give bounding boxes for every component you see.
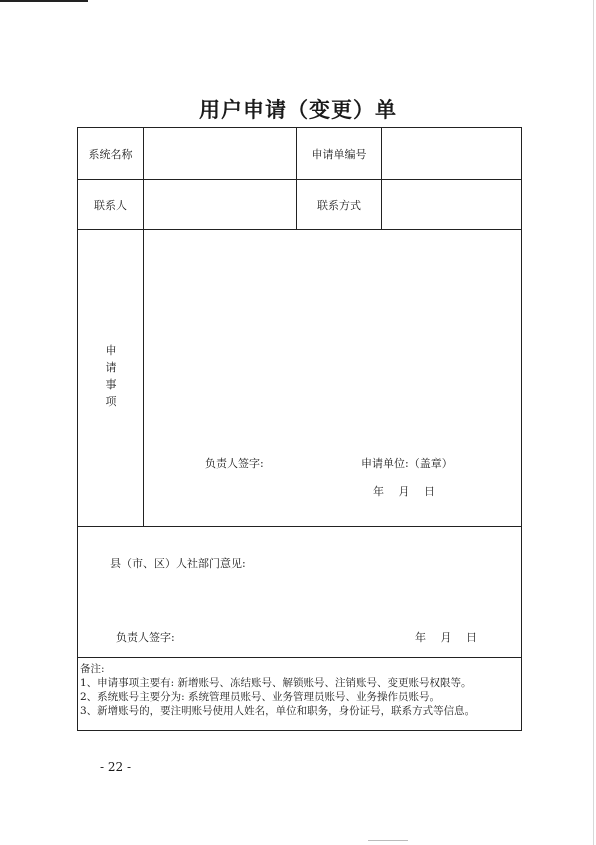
request-date-label: 年 月 日 [373,485,435,498]
request-signer-label: 负责人签字: [205,457,264,470]
request-matters-char: 请 [105,361,117,374]
request-matters-char: 项 [105,395,117,408]
system-name-field[interactable] [144,128,296,179]
request-no-field[interactable] [382,128,521,179]
county-date-label: 年 月 日 [415,631,477,644]
form-title: 用户申请（变更）单 [199,97,397,122]
note-item: 2、系统账号主要分为: 系统管理员账号、业务管理员账号、业务操作员账号。 [80,691,441,703]
application-form [77,127,522,731]
contact-method-label: 联系方式 [317,198,361,212]
system-name-label: 系统名称 [88,147,133,161]
row-divider-2 [78,229,521,230]
page-number: - 22 - [100,760,132,774]
applicant-unit-label: 申请单位:（盖章） [361,457,453,470]
row-divider-4 [78,657,521,658]
scan-edge-mark [0,0,88,2]
scan-bottom-mark [368,840,408,841]
notes-heading: 备注: [80,663,105,675]
notes-block [80,662,475,718]
note-item: 1、申请事项主要有: 新增账号、冻结账号、解锁账号、注销账号、变更账号权限等。 [80,677,472,689]
request-no-label: 申请单编号 [311,147,367,161]
request-matters-char: 申 [105,344,117,357]
county-opinion-label: 县（市、区）人社部门意见: [110,557,246,570]
county-signer-label: 负责人签字: [116,631,175,644]
page-edge [593,0,594,845]
contact-method-field[interactable] [382,180,521,229]
request-matters-label [104,342,118,410]
contact-field[interactable] [144,180,296,229]
contact-label: 联系人 [94,198,127,212]
request-matters-char: 事 [105,378,117,391]
note-item: 3、新增账号的，要注明账号使用人姓名，单位和职务，身份证号，联系方式等信息。 [80,705,476,717]
row-divider-3 [78,526,521,527]
